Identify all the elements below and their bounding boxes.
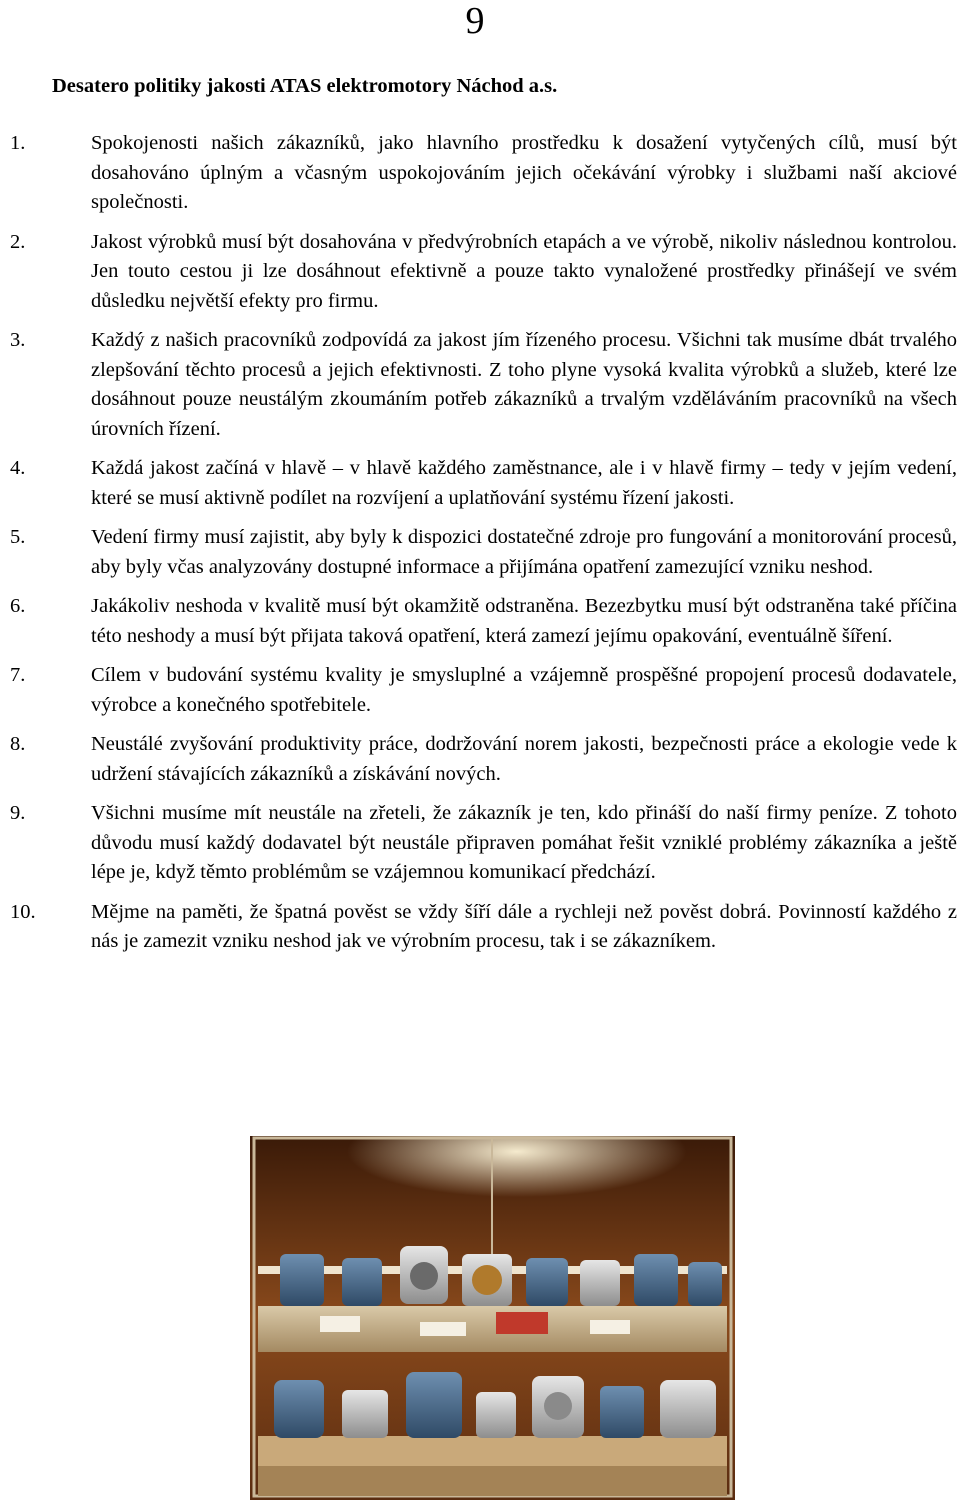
item-text: Cílem v budování systému kvality je smysluplné a vzájemně prospěšné propojení procesů dodavatele, výrobce a konečného spotřebitele. (91, 664, 957, 716)
item-number: 1. (10, 132, 26, 154)
item-number: 9. (10, 802, 26, 824)
policy-item (0, 228, 960, 317)
item-text: Spokojenosti našich zákazníků, jako hlavního prostředku k dosažení vytyčených cílů, musí být dosahováno úplným a včasným uspokojováním jejich očekávání výrobky i službami naší akciové společnosti. (91, 132, 957, 213)
item-number: 3. (10, 329, 26, 351)
item-number: 5. (10, 526, 26, 548)
item-text: Jakákoliv neshoda v kvalitě musí být okamžitě odstraněna. Bezezbytku musí být odstraněna také příčina této neshody a musí být přijata taková opatření, která zamezí jejímu opakování, eventuálně šíření. (91, 595, 957, 647)
policy-item (0, 592, 960, 651)
policy-item (0, 799, 960, 888)
document-title: Desatero politiky jakosti ATAS elektromotory Náchod a.s. (52, 75, 558, 97)
policy-item (0, 661, 960, 720)
policy-list (0, 129, 960, 967)
item-text: Vedení firmy musí zajistit, aby byly k dispozici dostatečné zdroje pro fungování a monitorování procesů, aby byly včas analyzovány dostupné informace a přijímána opatření zamezující vzniku neshod. (91, 526, 957, 578)
policy-item (0, 129, 960, 218)
item-text: Mějme na paměti, že špatná pověst se vždy šíří dále a rychleji než pověst dobrá. Povinností každého z nás je zamezit vzniku neshod jak ve výrobním procesu, tak i se zákazníkem. (91, 900, 957, 952)
item-number: 8. (10, 733, 26, 755)
item-number: 6. (10, 595, 26, 617)
item-number: 2. (10, 230, 26, 253)
item-number: 4. (10, 457, 26, 479)
item-number: 7. (10, 664, 26, 686)
policy-item (0, 523, 960, 582)
policy-item (0, 730, 960, 789)
policy-item (0, 898, 960, 957)
policy-item (0, 326, 960, 444)
item-text: Všichni musíme mít neustále na zřeteli, že zákazník je ten, kdo přináší do naší firmy peníze. Z tohoto důvodu musí každý dodavatel být neustále připraven pomáhat řešit vzniklé problémy zákazníka a ještě lépe je, když těmto problémům se vzájemnou komunikací předchází. (91, 802, 957, 883)
item-text: Každý z našich pracovníků zodpovídá za jakost jím řízeného procesu. Všichni tak musíme dbát trvalého zlepšování těchto procesů a jejich efektivnosti. Z toho plyne vysoká kvalita výrobků a služeb, které lze dosáhnout pouze neustálým zkoumáním potřeb zákazníků a trvalým vzděláváním pracovníků na všech úrovních řízení. (91, 329, 957, 440)
item-number: 10. (10, 900, 36, 923)
item-text: Neustálé zvyšování produktivity práce, dodržování norem jakosti, bezpečnosti práce a ekologie vede k udržení stávajících zákazníků a získávání nových. (91, 733, 957, 785)
policy-item (0, 454, 960, 513)
page-number: 9 (465, 0, 485, 42)
item-text: Každá jakost začíná v hlavě – v hlavě každého zaměstnance, ale i v hlavě firmy – tedy v jejím vedení, které se musí aktivně podílet na rozvíjení a uplatňování systému řízení jakosti. (91, 457, 957, 509)
motor-display-photo (250, 1136, 735, 1500)
item-text: Jakost výrobků musí být dosahována v předvýrobních etapách a ve výrobě, nikoliv následnou kontrolou. Jen touto cestou ji lze dosáhnout efektivně a pouze takto vynaložené prostředky přinášejí ve svém důsledku největší efekty pro firmu. (91, 230, 957, 312)
